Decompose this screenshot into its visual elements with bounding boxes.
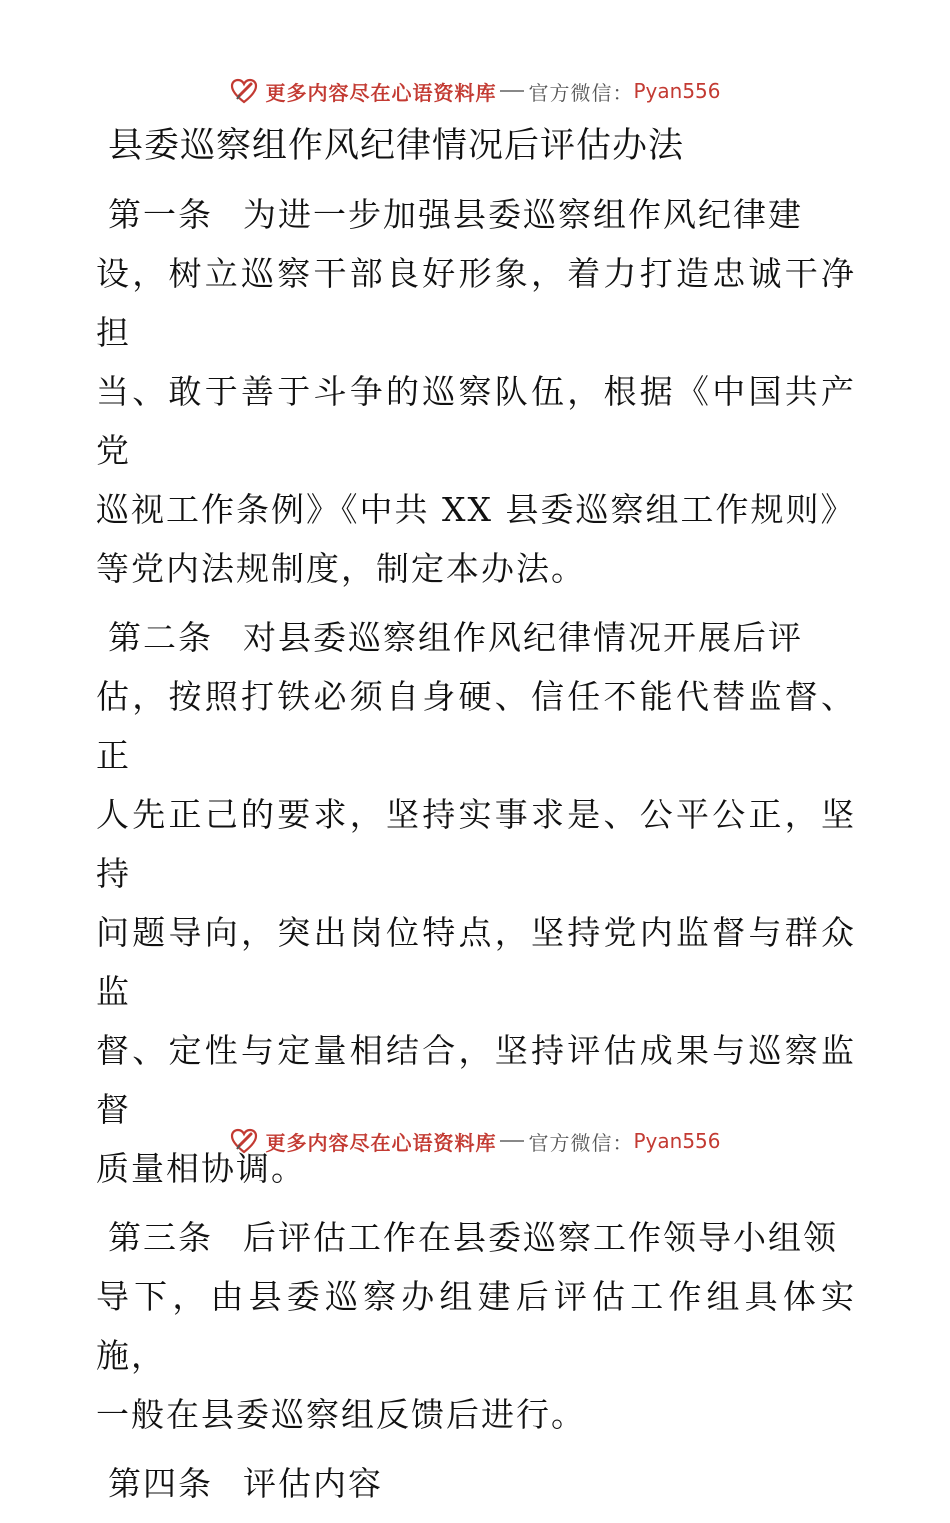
article-line: 巡视工作条例》《中共 XX 县委巡察组工作规则》	[96, 490, 856, 529]
article-line	[96, 608, 856, 667]
article-label: 第二条	[108, 618, 213, 657]
watermark-dash	[500, 90, 524, 92]
watermark-wechat-label: 官方微信：	[528, 1130, 634, 1155]
header-watermark-banner	[0, 71, 950, 111]
article-line	[96, 1208, 856, 1267]
heart-pen-logo-icon	[229, 76, 259, 106]
article-line: 等党内法规制度，制定本办法。	[96, 549, 586, 588]
article-text: 为进一步加强县委巡察组作风纪律建	[243, 195, 803, 234]
footer-watermark-banner	[0, 1121, 950, 1161]
article-label: 第四条	[108, 1464, 213, 1503]
article-line: 估，按照打铁必须自身硬、信任不能代替监督、正	[96, 677, 856, 775]
watermark-handle: Pyan556	[633, 1129, 721, 1153]
article-line: 质量相协调。	[96, 1149, 306, 1188]
article-line: 人先正己的要求，坚持实事求是、公平公正，坚持	[96, 795, 856, 893]
article-line	[96, 185, 856, 244]
article-text: 后评估工作在县委巡察工作领导小组领	[243, 1218, 838, 1257]
article-4	[96, 1454, 856, 1513]
document-body	[96, 118, 856, 1523]
article-2	[96, 608, 856, 1198]
article-line: 导下，由县委巡察办组建后评估工作组具体实施，	[96, 1277, 856, 1375]
watermark-brand-text: 更多内容尽在心语资料库	[265, 80, 497, 105]
document-title: 县委巡察组作风纪律情况后评估办法	[108, 126, 685, 166]
article-1	[96, 185, 856, 598]
heart-pen-logo-icon	[229, 1126, 259, 1156]
article-3	[96, 1208, 856, 1444]
watermark-brand-text: 更多内容尽在心语资料库	[265, 1130, 497, 1155]
article-label: 第三条	[108, 1218, 213, 1257]
watermark-wechat-label: 官方微信：	[528, 80, 634, 105]
watermark-handle: Pyan556	[633, 79, 721, 103]
watermark-dash	[500, 1140, 524, 1142]
article-text: 评估内容	[243, 1464, 383, 1503]
article-line: 问题导向，突出岗位特点，坚持党内监督与群众监	[96, 913, 856, 1011]
article-text: 对县委巡察组作风纪律情况开展后评	[243, 618, 803, 657]
article-line: 当、敢于善于斗争的巡察队伍，根据《中国共产党	[96, 372, 856, 470]
article-line	[96, 1454, 856, 1513]
article-label: 第一条	[108, 195, 213, 234]
article-line: 一般在县委巡察组反馈后进行。	[96, 1395, 586, 1434]
article-line: 督、定性与定量相结合，坚持评估成果与巡察监督	[96, 1031, 856, 1129]
article-line: 设，树立巡察干部良好形象，着力打造忠诚干净担	[96, 254, 856, 352]
